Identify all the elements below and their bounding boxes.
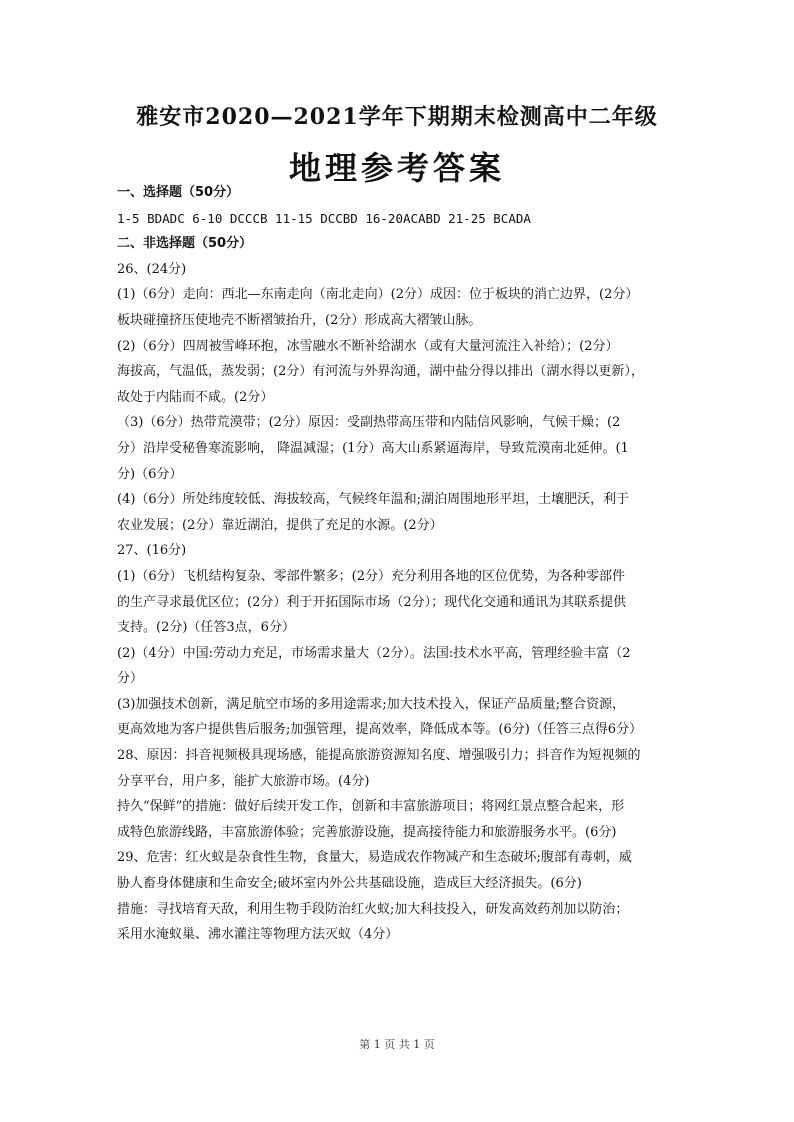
answer-line: 分）沿岸受秘鲁寒流影响， 降温减湿；(1分）高大山系紧逼海岸，导致荒漠南北延伸。(1 — [117, 440, 629, 456]
answer-line: 农业发展；(2分）靠近湖泊，提供了充足的水源。(2分） — [117, 517, 443, 533]
answer-line: (2)（6分）四周被雪峰环抱，冰雪融水不断补给湖水（或有大量河流注入补给）；(2分） — [117, 338, 619, 354]
answer-line: 板块碰撞挤压使地壳不断褶皱抬升，(2分）形成高大褶皱山脉。 — [117, 312, 482, 328]
section-heading-choice: 一、选择题（50分） — [117, 185, 240, 200]
answer-line: 海拔高，气温低，蒸发弱；(2分）有河流与外界沟通，湖中盐分得以排出（湖水得以更新）， — [117, 364, 644, 380]
answer-line: 持久“保鲜”的措施：做好后续开发工作，创新和丰富旅游项目；将网红景点整合起来，形 — [117, 799, 625, 815]
page-footer: 第 1 页 共 1 页 — [359, 1038, 435, 1051]
question-28-answer: 28、原因：抖音视频极具现场感，能提高旅游资源知名度、增强吸引力；抖音作为短视频的 — [117, 748, 641, 764]
answer-line: 故处于内陆而不咸。(2分） — [117, 389, 274, 405]
question-27-heading: 27、(16分) — [117, 543, 187, 559]
answer-line: (1)（6分）走向：西北—东南走向（南北走向）(2分）成因：位于板块的消亡边界，(2分） — [117, 287, 639, 303]
answer-line: 措施：寻找培育天敌，利用生物手段防治红火蚁;加大科技投入，研发高效药剂加以防治； — [117, 901, 629, 917]
question-29-answer: 29、危害：红火蚁是杂食性生物，食量大，易造成农作物减产和生态破坏;腹部有毒刺，威 — [117, 850, 632, 866]
answer-line: 支持。(2分)（任答3点，6分） — [117, 620, 295, 636]
answer-line: 更高效地为客户提供售后服务;加强管理，提高效率，降低成本等。(6分)（任答三点得6分） — [117, 722, 643, 738]
answer-line: 分享平台，用户多，能扩大旅游市场。(4分) — [117, 773, 370, 789]
answer-line: 的生产寻求最优区位；(2分）利于开拓国际市场（2分）；现代化交通和通讯为其联系提供 — [117, 594, 627, 610]
answer-line: 采用水淹蚁巢、沸水灌注等物理方法灭蚁（4分） — [117, 927, 399, 943]
answer-body — [117, 180, 679, 948]
answer-line: 分)（6分） — [117, 466, 183, 482]
question-26-heading: 26、(24分) — [117, 261, 187, 277]
document-subtitle: 地理参考答案 — [288, 149, 505, 187]
answer-line: (1)（6分）飞机结构复杂、零部件繁多；(2分）充分利用各地的区位优势，为各种零部件 — [117, 568, 626, 584]
answer-line: 成特色旅游线路，丰富旅游体验；完善旅游设施，提高接待能力和旅游服务水平。(6分) — [117, 824, 617, 840]
answer-line: 分） — [117, 671, 144, 687]
section-heading-nonchoice: 二、非选择题（50分） — [117, 236, 253, 252]
answer-line: 胁人畜身体健康和生命安全;破坏室内外公共基础设施，造成巨大经济损失。(6分) — [117, 876, 582, 892]
answer-line: (3)加强技术创新，满足航空市场的多用途需求;加大技术投入，保证产品质量;整合资源， — [117, 696, 626, 712]
document-title: 雅安市2020—2021学年下期期末检测高中二年级 — [136, 104, 658, 130]
answer-line: (4)（6分）所处纬度较低、海拔较高，气候终年温和;湖泊周围地形平坦，土壤肥沃，利于 — [117, 492, 630, 508]
answer-line: （3)（6分）热带荒漠带；(2分）原因：受副热带高压带和内陆信风影响，气候干燥；(2 — [117, 415, 621, 431]
choice-answers: 1-5 BDADC 6-10 DCCCB 11-15 DCCBD 16-20ACABD 21-25 BCADA — [117, 210, 531, 226]
answer-line: (2)（4分）中国:劳动力充足，市场需求量大（2分）。法国:技术水平高，管理经验丰富（2 — [117, 645, 631, 661]
